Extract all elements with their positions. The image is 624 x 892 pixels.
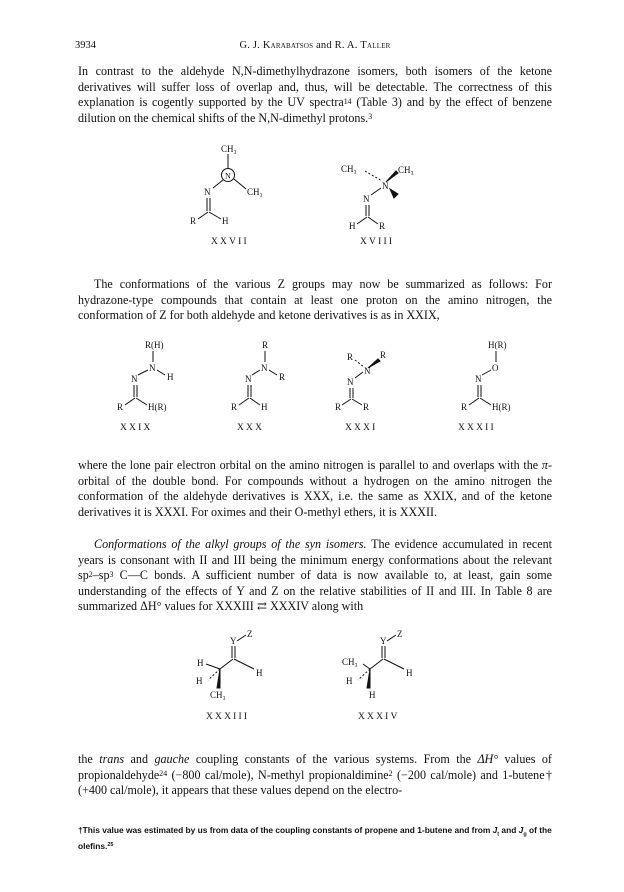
paragraph-5-text-c: coupling constants of the various systems. From the xyxy=(189,752,478,766)
xxxiii-bond-1 xyxy=(220,659,233,669)
xxix-bond-2 xyxy=(157,370,165,375)
label-xviii: XVIII xyxy=(360,237,395,247)
xviii-methyl-right: CH₃ xyxy=(398,165,414,175)
paragraph-1-text-a: In contrast to the aldehyde N,N-dimethylhydrazone isomers, both isomers of the ketone derivatives will suffer loss of overlap and, thus, will be detectable. The correctness of this explanation is cogently supported by the UV spectra xyxy=(78,64,552,110)
xviii-methyl-left: CH₃ xyxy=(341,164,357,174)
xxvii-imine-n: N xyxy=(204,187,211,197)
running-head xyxy=(75,40,555,51)
xxx-bond-4 xyxy=(239,398,249,405)
section-run-in-heading: Conformations of the alkyl groups of the syn isomers. xyxy=(94,537,367,551)
xviii-lone-pair xyxy=(390,189,398,198)
paragraph-4-text-a: The evidence accumulated in recent years is consonant with II and III being the minimum energy conformations about the relevant sp xyxy=(78,537,552,583)
xxx-amino-n: N xyxy=(261,363,268,373)
xxxii-bond-3 xyxy=(469,398,479,405)
xxix-amino-n: N xyxy=(149,363,156,373)
xxvii-bond-5 xyxy=(209,212,221,219)
xxx-r-n: R xyxy=(279,372,286,382)
xxxiv-h-bottom: H xyxy=(369,690,376,700)
paragraph-5-text-e: (−800 cal/mole), N-methyl propionaldimine xyxy=(167,767,389,782)
xxxiv-wedge xyxy=(367,669,370,688)
xxix-bond-4 xyxy=(125,398,135,405)
xxvii-methyl-top: CH₃ xyxy=(221,144,237,154)
paragraph-3-text-b: -orbital of the double bond. For compounds without a hydrogen on the amino nitrogen the conformation of the aldehyde derivatives is XXX, i.e. the same as XXIX, and of the ketone derivatives it is XXXI. For oximes and their O-methyl ethers, it is XXXII. xyxy=(78,458,552,519)
structure-xxxiv xyxy=(336,628,431,710)
xxvii-bond-2 xyxy=(234,179,246,189)
xxxiv-bond-3 xyxy=(363,664,370,669)
xxx-r-top: R xyxy=(262,340,269,350)
xxxii-oxygen: O xyxy=(492,363,499,373)
xxxi-bond-3 xyxy=(342,399,351,405)
label-xxxi: XXXI xyxy=(345,423,378,433)
xxxii-imine-n: N xyxy=(475,374,482,384)
paragraph-5-text-a: the xyxy=(78,752,100,766)
xxx-r: R xyxy=(231,402,238,412)
xviii-bond-2 xyxy=(371,188,381,195)
structure-xxvii xyxy=(185,140,295,232)
xxxiii-methyl: CH₃ xyxy=(210,690,226,700)
paragraph-3-text-a: where the lone pair electron orbital on the amino nitrogen is parallel to and overlaps with the xyxy=(78,458,542,472)
footnote-j-gauche-sub: g xyxy=(523,831,527,838)
xxvii-methyl-right: CH₃ xyxy=(247,187,263,197)
xxxiv-bond-1 xyxy=(370,659,383,669)
paragraph-4 xyxy=(78,537,552,615)
xxxii-bond-2 xyxy=(482,370,491,375)
footnote-j-trans-sub: t xyxy=(497,831,500,838)
label-xxxiv: XXXIV xyxy=(358,712,400,722)
xxxii-hr: H(R) xyxy=(492,402,511,412)
label-xxxii: XXXII xyxy=(458,423,496,433)
citation-25: 25 xyxy=(107,842,114,849)
footnote-j-trans: J xyxy=(492,825,498,835)
xxx-h: H xyxy=(261,402,268,412)
xxxiv-methyl: CH₃ xyxy=(342,657,358,667)
xxxiv-bond-2 xyxy=(384,659,404,669)
xxix-r: R xyxy=(117,402,124,412)
paragraph-5-text-d: values of propionaldehyde xyxy=(78,752,552,782)
xviii-imine-n: N xyxy=(363,194,370,204)
sp3-superscript: 3 xyxy=(109,569,114,579)
xviii-r: R xyxy=(379,221,386,231)
xxxiii-h-right: H xyxy=(256,668,263,678)
citation-24: 24 xyxy=(159,769,168,779)
xxx-bond-2 xyxy=(269,370,277,375)
label-xxx: XXX xyxy=(237,423,265,433)
citation-3: 3 xyxy=(368,112,373,122)
paragraph-3 xyxy=(78,458,552,520)
paragraph-5-text-b: and xyxy=(124,752,155,766)
running-head-author-1: Karabatsos xyxy=(262,40,314,51)
xxxiv-h-right: H xyxy=(406,668,413,678)
xxxii-r: R xyxy=(461,402,468,412)
xxxiv-y: Y xyxy=(380,636,387,646)
xxxiii-h-left: H xyxy=(197,658,204,668)
xxxiii-bond-2 xyxy=(234,659,254,669)
structure-xxxiii xyxy=(190,628,280,710)
structure-xxix xyxy=(105,338,200,420)
xxvii-amino-n: N xyxy=(225,171,231,181)
xxxi-r-right: R xyxy=(380,350,387,360)
trans-term: trans xyxy=(99,752,125,766)
paragraph-1-text-b: (Table 3) and by the effect of benzene dilution on the chemical shifts of the N,N-dimethyl protons. xyxy=(78,95,552,125)
structure-xviii xyxy=(338,145,438,235)
xxxii-bond-4 xyxy=(480,398,491,405)
structure-xxxi xyxy=(335,340,420,420)
structure-xxx xyxy=(230,338,315,420)
running-head-author-2: Taller xyxy=(360,40,391,51)
xxxi-bond-1 xyxy=(355,360,364,367)
xxxiii-bond-3 xyxy=(206,664,220,669)
citation-2: 2 xyxy=(388,769,393,779)
xviii-bond-4 xyxy=(368,217,378,224)
xxix-bond-5 xyxy=(136,398,147,405)
xxvii-r: R xyxy=(190,216,197,226)
xxix-hr: H(R) xyxy=(148,402,167,412)
footnote-j-gauche: J xyxy=(518,825,524,835)
pi-symbol: π xyxy=(541,458,548,472)
xxxi-r2: R xyxy=(363,402,370,412)
paragraph-1 xyxy=(78,64,552,126)
xxxi-bond-2 xyxy=(355,372,363,378)
xxix-h-n: H xyxy=(167,372,174,382)
structure-xxxii xyxy=(448,338,538,420)
footnote-text-b: and xyxy=(499,825,519,835)
xxx-imine-n: N xyxy=(245,374,252,384)
label-xxxiii: XXXIII xyxy=(206,712,250,722)
label-xxvii: XXVII xyxy=(211,237,249,247)
xxxii-hr-top: H(R) xyxy=(488,340,507,350)
xxxiv-h-dash: H xyxy=(346,676,353,686)
sp2-superscript: 2 xyxy=(88,569,93,579)
xxvii-bond-3 xyxy=(213,180,223,188)
xviii-bond-3 xyxy=(357,217,367,224)
xxxi-imine-n: N xyxy=(347,377,354,387)
xxvii-bond-4 xyxy=(198,212,208,219)
paragraph-4-text-c: C—C bonds. A sufficient number of data is now available to, at least, gain some understanding of the effects of Y and Z on the relative stabilities of II and III. In Table 8 are summarized ΔH° values for XXXIII ⇄ XXXIV along with xyxy=(78,568,552,614)
xxx-bond-5 xyxy=(250,398,260,405)
xxxiii-z: Z xyxy=(247,629,253,639)
paragraph-5 xyxy=(78,752,552,799)
running-head-initials-2: and R. A. xyxy=(313,40,361,51)
xxix-rh-top: R(H) xyxy=(145,340,164,350)
xxxi-r: R xyxy=(335,402,342,412)
label-xxix: XXIX xyxy=(120,423,153,433)
xxxiv-bond-yz xyxy=(387,635,396,641)
xxxiv-z: Z xyxy=(397,629,403,639)
gauche-term: gauche xyxy=(154,752,190,766)
footnote-text-a: †This value was estimated by us from data of the coupling constants of propene and 1-butene and from xyxy=(78,825,493,835)
xxxiii-bond-yz xyxy=(237,635,246,641)
footnote xyxy=(78,825,554,853)
footnote-text-c: of the olefins. xyxy=(78,825,552,852)
xxxi-amino-n: N xyxy=(364,366,371,376)
xxxi-r-left: R xyxy=(347,352,354,362)
xxxiii-y: Y xyxy=(230,636,237,646)
xviii-h: H xyxy=(349,221,356,231)
xxvii-h: H xyxy=(222,216,229,226)
paragraph-2: The conformations of the various Z groups may now be summarized as follows: For hydrazone-type compounds that contain at least one proton on the amino nitrogen, the conformation of Z for both aldehyde and ketone derivatives is as in XXIX, xyxy=(78,277,552,323)
xxx-bond-3 xyxy=(252,370,260,375)
delta-h-symbol: ΔH° xyxy=(477,752,499,766)
page-number: 3934 xyxy=(75,40,96,51)
xxix-imine-n: N xyxy=(131,374,138,384)
xxxi-bond-4 xyxy=(352,399,362,405)
xxix-bond-3 xyxy=(138,370,148,375)
xviii-amino-n: N xyxy=(382,181,389,191)
xxxiii-wedge xyxy=(217,669,220,688)
citation-14: 14 xyxy=(343,96,352,106)
paragraph-4-text-b: –sp xyxy=(92,568,110,583)
xxxiii-h-dash: H xyxy=(196,676,203,686)
running-head-initials-1: G. J. xyxy=(239,40,263,51)
xviii-bond-1 xyxy=(365,171,382,181)
paragraph-5-text-f: (−200 cal/mole) and 1-butene† (+400 cal/mole), it appears that these values depend on the electro- xyxy=(78,767,552,798)
